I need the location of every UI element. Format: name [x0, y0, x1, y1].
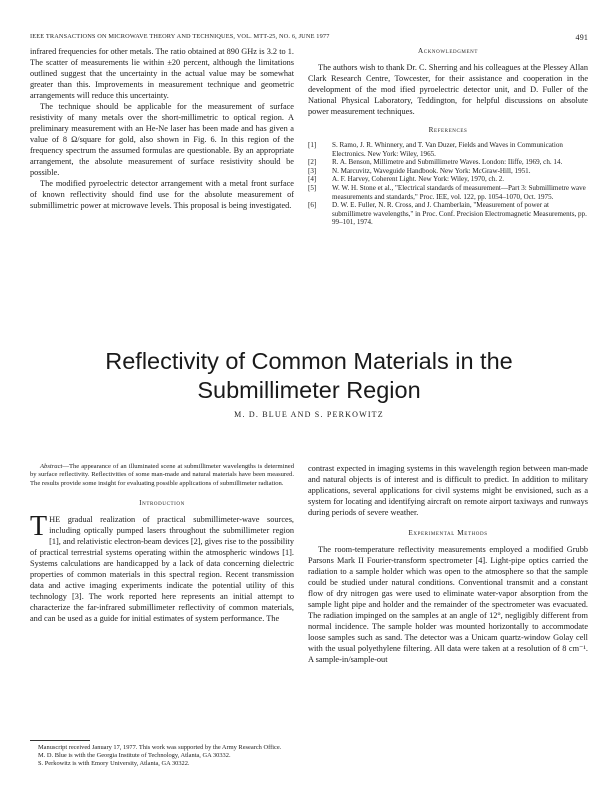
methods-text: The room-temperature reflectivity measurements employed a modified Grubb Parsons Mark II Fourier-transform spectrometer [4]. Light-pipe optics carried the radiation to a sample holder which was open to the atmosphere so that the sample could be studied under natural conditions. Conventional transmit and a constant flow of dry nitrogen gas were used to eliminate water-vapor absorption from the sample light pipe and holder and the remainder of the spectrometer was evacuated. The radiation impinged on the samples at an angle of 12°, negligibly different from normal incidence. The sample holder was mounted horizontally to accommodate loose samples such as sand. The detector was a Unicam quartz-window Golay cell with the usual polyethylene filtering. All data were taken at a resolution of 8 cm⁻¹. A sample-in/sample-out: [308, 545, 588, 664]
reference-text: R. A. Benson, Millimetre and Submillimetre Waves. London: Iliffe, 1969, ch. 14.: [332, 158, 563, 167]
article-left-column: [30, 463, 294, 624]
running-header: [30, 33, 588, 43]
abstract-text: —The appearance of an illuminated scene at submillimeter wavelengths is determined by surface reflectivity. Reflectivities of some man-made and natural materials have been measured. The results provide some insight for evaluating possible applications of submillimeter radiation.: [30, 463, 294, 487]
title-line-1: Reflectivity of Common Materials in the: [105, 348, 513, 374]
reference-item: [308, 201, 588, 227]
reference-item: [308, 175, 588, 184]
previous-article-left-column: [30, 46, 294, 211]
footnote-received: Manuscript received January 17, 1977. This work was supported by the Army Research Office.: [38, 744, 282, 751]
footnotes: [30, 740, 294, 768]
abstract-label: Abstract: [40, 463, 63, 470]
reference-item: [308, 158, 588, 167]
reference-text: S. Ramo, J. R. Whinnery, and T. Van Duzer, Fields and Waves in Communication Electronics. New York: Wiley, 1965.: [332, 141, 563, 158]
reference-number: [1]: [308, 141, 317, 149]
journal-name: IEEE TRANSACTIONS ON MICROWAVE THEORY AND TECHNIQUES, VOL. MTT-25, NO. 6, JUNE 1977: [30, 33, 330, 40]
methods-heading: Experimental Methods: [408, 529, 488, 537]
article-title: [30, 347, 588, 405]
title-line-2: Submillimeter Region: [197, 377, 421, 403]
introduction-body: HE gradual realization of practical submillimeter-wave sources, including optically pumped lasers throughout the submillimeter region [1], and relativistic electron-beam devices [2], gives rise to the possibility of practical terrestrial systems operating within the atmospheric windows [1]. Systems calculations are handicapped by a lack of data concerning dielectric properties of common materials in this spectral region. Recent transmission data and active imaging experiments indicate the potential utility of this technology [3]. The work reported here represents an initial attempt to characterize the far-infrared submillimeter reflectivity of common materials, and can be used as a guide for initial estimates of system performance. The: [30, 515, 294, 624]
reference-number: [2]: [308, 158, 317, 167]
reference-item: [308, 141, 588, 158]
acknowledgment-heading: Acknowledgment: [418, 47, 478, 55]
prev-paragraph-1: infrared frequencies for other metals. The ratio obtained at 890 GHz is 3.2 to 1. The scatter of measurements lie within ±20 percent, although the limitations outlined suggest that the uncertainty in the actual value may be somewhat greater than this. Improvements in measurement technique and geometric arrangements will reduce this uncertainty.: [30, 47, 294, 100]
introduction-heading: Introduction: [139, 499, 185, 508]
reference-number: [4]: [308, 175, 317, 184]
introduction-text: [30, 511, 294, 624]
previous-article-right-column: [308, 46, 588, 227]
footnote-author-2: S. Perkowitz is with Emory University, Atlanta, GA 30322.: [38, 760, 190, 767]
page-number: 491: [575, 33, 588, 42]
footnote-author-1: M. D. Blue is with the Georgia Institute of Technology, Atlanta, GA 30332.: [38, 752, 231, 759]
drop-cap: T: [30, 511, 48, 543]
reference-text: D. W. E. Fuller, N. R. Cross, and J. Chamberlain, "Measurement of power at submillimetre wavelengths," in Proc. Conf. Precision Electromagnetic Measurements, pp. 99–101, 1974.: [332, 201, 587, 227]
footnote-rule: [30, 740, 90, 741]
references-heading: References: [428, 126, 468, 134]
article-right-column: [308, 463, 588, 665]
prev-paragraph-2: The technique should be applicable for the measurement of surface resistivity of many metals over the short-millimetric to optical region. A preliminary measurement with an He-Ne laser has been made and has given a value of 8 Ω/square for gold, also shown in Fig. 6. In this region of the frequency spectrum the assumed formulas are questionable. By an appropriate arrangement, the absolute measurement of surface resistivity should be possible.: [30, 102, 294, 177]
acknowledgment-text: The authors wish to thank Dr. C. Sherring and his colleagues at the Plessey Allan Clark Research Centre, Towcester, for their assistance and cooperation in the development of the mod ified pyroelectric detector unit, and D. Fuller of the National Physical Laboratory, Teddington, for helpful discussions on absolute power measurement techniques.: [308, 63, 588, 116]
introduction-continued: contrast expected in imaging systems in this wavelength region between man-made and natural objects is of interest and is difficult to predict. In addition to military applications, several applications for civil systems might be envisioned, such as a system for locating and identifying aircraft on remote airport taxiways and runways during periods of severe weather.: [308, 464, 588, 517]
reference-number: [5]: [308, 183, 317, 192]
reference-text: A. F. Harvey, Coherent Light. New York: Wiley, 1970, ch. 2.: [332, 175, 505, 184]
reference-text: W. W. H. Stone et al., "Electrical standards of measurement—Part 3: Submillimetre wave measurements and standards," Proc. IEE, vol. 122, pp. 1054–1070, Oct. 1975.: [332, 183, 586, 201]
reference-number: [6]: [308, 201, 317, 210]
reference-text: N. Marcuvitz, Waveguide Handbook. New York: McGraw-Hill, 1951.: [332, 166, 531, 175]
reference-item: [308, 167, 588, 176]
references-list: [308, 141, 588, 227]
reference-number: [3]: [308, 166, 317, 175]
reference-item: [308, 184, 588, 201]
author-line: M. D. BLUE AND S. PERKOWITZ: [234, 410, 384, 419]
prev-paragraph-3: The modified pyroelectric detector arrangement with a metal front surface of known reflectivity should find use for the absolute measurement of submillimetric power at microwave levels. This proposal is being investigated.: [30, 179, 294, 210]
abstract: [30, 463, 294, 488]
